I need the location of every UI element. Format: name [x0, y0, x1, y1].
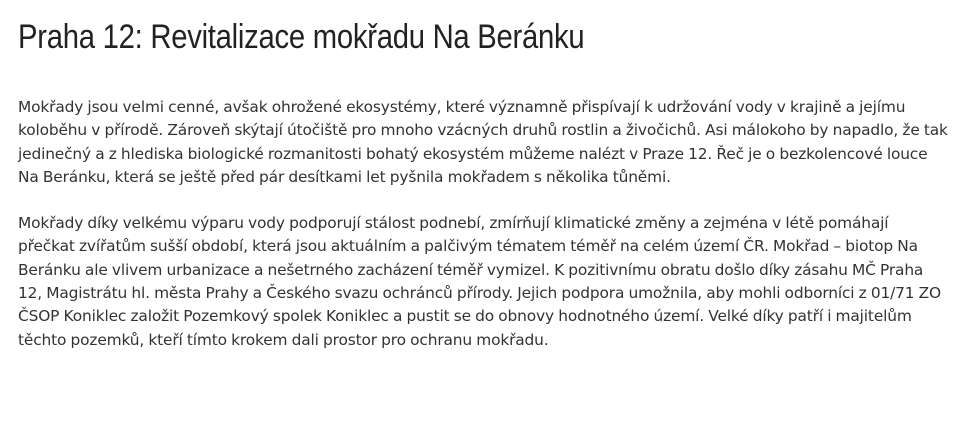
article-paragraph-restoration: Mokřady díky velkému výparu vody podporují stálost podnebí, zmírňují klimatické změny a zejména v létě pomáhají přečkat zvířatům sušší období, která jsou aktuálním a palčivým tématem téměř na celém území ČR. Mokřad – biotop Na Beránku ale vlivem urbanizace a nešetrného zacházení téměř vymizel. K pozitivnímu obratu došlo díky zásahu MČ Praha 12, Magistrátu hl. města Prahy a Českého svazu ochránců přírody. Jejich podpora umožnila, aby mohli odborníci z 01/71 ZO ČSOP Koniklec založit Pozemkový spolek Koniklec a pustit se do obnovy hodnotného území. Velké díky patří i majitelům těchto pozemků, kteří tímto krokem dali prostor pro ochranu mokřadu.: [18, 214, 942, 349]
page-title: Praha 12: Revitalizace mokřadu Na Beránku: [18, 18, 585, 56]
article: [18, 0, 948, 352]
article-paragraph-intro: Mokřady jsou velmi cenné, avšak ohrožené ekosystémy, které významně přispívají k udržování vody v krajině a jejímu koloběhu v přírodě. Zároveň skýtají útočiště pro mnoho vzácných druhů rostlin a živočichů. Asi málokoho by napadlo, že tak jedinečný a z hlediska biologické rozmanitosti bohatý ekosystém můžeme nalézt v Praze 12. Řeč je o bezkolencové louce Na Beránku, která se ještě před pár desítkami let pyšnila mokřadem s několika tůněmi.: [18, 98, 948, 186]
